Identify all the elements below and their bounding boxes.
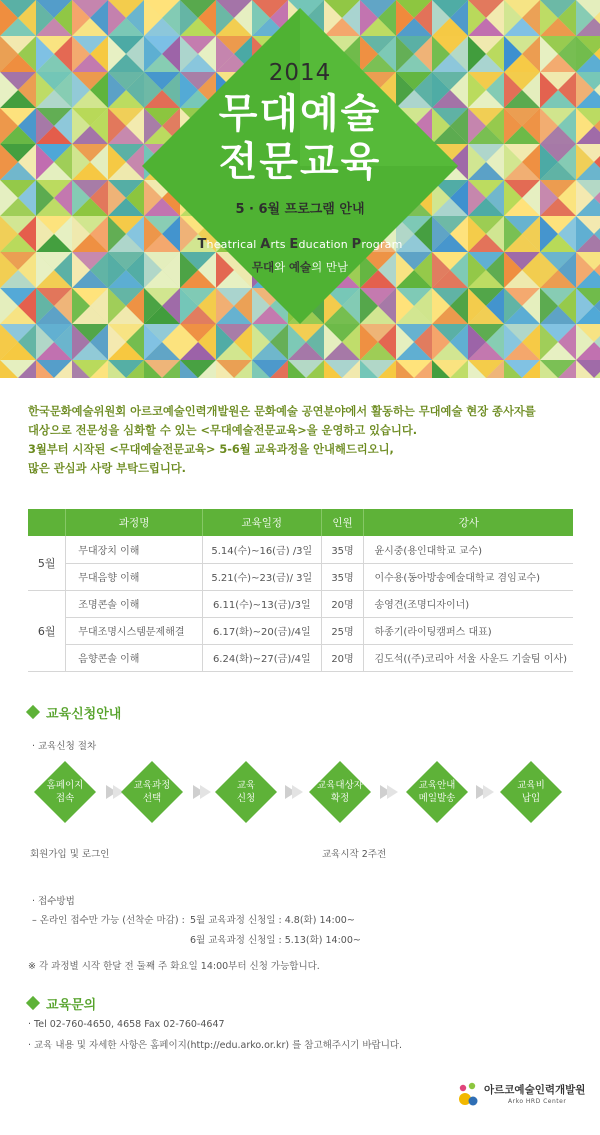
hero-year: 2014 (268, 60, 332, 86)
date-cell: 6.11(수)~13(금)/3일 (202, 590, 321, 617)
step-label-line1: 교육과정 (133, 780, 171, 791)
hero-title-line2: 전문교육 (218, 139, 382, 185)
course-cell: 음향콘솔 이해 (66, 644, 203, 671)
step-label-line2: 신청 (236, 793, 256, 804)
tagline-art: 예술 (288, 260, 312, 274)
header-course: 과정명 (66, 509, 203, 536)
diamond-bullet-icon (26, 996, 40, 1010)
step-label (34, 761, 96, 823)
arko-logo (456, 1078, 586, 1112)
hero-title-line1: 무대예술 (218, 91, 382, 137)
step-homepage (34, 761, 96, 823)
step-label-line2: 메일발송 (418, 793, 456, 804)
arrow-right-icon (193, 785, 211, 799)
step-label-line2: 납입 (521, 793, 541, 804)
header-date: 교육일정 (202, 509, 321, 536)
step-apply (215, 761, 277, 823)
step-label (406, 761, 468, 823)
june-apply-date: 6월 교육과정 신청일 : 5.13(화) 14:00~ (190, 935, 361, 946)
step-label (215, 761, 277, 823)
note-signup: 회원가입 및 로그인 (30, 849, 110, 860)
eng-initial: T (197, 237, 207, 252)
hero-subtitle: 5 · 6월 프로그램 안내 (235, 202, 365, 217)
table-row (28, 644, 573, 671)
step-label-line2: 선택 (142, 793, 162, 804)
step-label-line1: 교육비 (517, 780, 545, 791)
date-cell: 6.17(화)~20(금)/4일 (202, 617, 321, 644)
eng-rest: rogram (361, 238, 403, 251)
table-row (28, 617, 573, 644)
eng-initial: A (260, 237, 271, 252)
course-cell: 무대조명시스템문제해결 (66, 617, 203, 644)
arko-logo-mark-icon (456, 1080, 482, 1110)
date-cell: 5.14(수)~16(금) /3일 (202, 536, 321, 563)
month-cell: 6월 (28, 590, 66, 671)
step-label (500, 761, 562, 823)
people-cell: 20명 (321, 590, 364, 617)
step-label (309, 761, 371, 823)
people-cell: 35명 (321, 536, 364, 563)
step-label-line1: 교육대상자 (317, 780, 363, 791)
tagline-stage: 무대 (251, 260, 275, 274)
apply-heading (28, 703, 121, 722)
eng-rest: ducation (298, 238, 352, 251)
procedure-label: · 교육신청 절차 (32, 741, 97, 752)
contact-heading-text: 교육문의 (46, 998, 97, 1013)
intro-text (28, 402, 588, 478)
contact-info: · 교육 내용 및 자세한 사항은 홈페이지(http://edu.arko.or.kr) 를 참고해주시기 바랍니다. (28, 1040, 403, 1051)
course-cell: 무대장치 이해 (66, 536, 203, 563)
step-payment (500, 761, 562, 823)
intro-line: 많은 관심과 사랑 부탁드립니다. (28, 462, 186, 475)
lecturer-cell: 이수용(동아방송예술대학교 겸임교수) (364, 563, 573, 590)
eng-initial: E (289, 237, 299, 252)
method-label: · 접수방법 (32, 896, 75, 907)
logo-name-ko: 아르코예술인력개발원 (484, 1084, 586, 1096)
tagline-and: 와 (274, 260, 289, 274)
may-apply-date: 5월 교육과정 신청일 : 4.8(화) 14:00~ (190, 915, 355, 926)
date-cell: 5.21(수)~23(금)/ 3일 (202, 563, 321, 590)
lecturer-cell: 송영견(조명디자이너) (364, 590, 573, 617)
month-cell: 5월 (28, 536, 66, 590)
table-row (28, 563, 573, 590)
step-select-course (121, 761, 183, 823)
arrow-right-icon (476, 785, 494, 799)
hero-banner (0, 0, 600, 378)
method-online: – 온라인 접수만 가능 (선착순 마감) : (32, 915, 185, 926)
eng-rest: rts (270, 238, 290, 251)
apply-heading-text: 교육신청안내 (46, 707, 122, 722)
header-month (28, 509, 66, 536)
course-cell: 무대음향 이해 (66, 563, 203, 590)
eng-rest: heatrical (206, 238, 261, 251)
hero-title-block (150, 60, 450, 275)
lecturer-cell: 윤시중(용인대학교 교수) (364, 536, 573, 563)
table-row (28, 536, 573, 563)
date-cell: 6.24(화)~27(금)/4일 (202, 644, 321, 671)
step-label-line2: 접속 (55, 793, 75, 804)
step-label-line1: 교육안내 (418, 780, 456, 791)
people-cell: 20명 (321, 644, 364, 671)
logo-name-en: Arko HRD Center (508, 1098, 567, 1105)
diamond-bullet-icon (26, 705, 40, 719)
schedule-table (28, 509, 573, 672)
intro-line: 3월부터 시작된 <무대예술전문교육> 5-6월 교육과정을 안내해드리오니, (28, 443, 394, 456)
step-label-line2: 확정 (330, 793, 350, 804)
lecturer-cell: 하종기(라이팅캠퍼스 대표) (364, 617, 573, 644)
hero-english-title (150, 237, 450, 252)
note-two-weeks: 교육시작 2주전 (322, 849, 387, 860)
header-lecturer: 강사 (364, 509, 573, 536)
eng-initial: P (351, 237, 362, 252)
arrow-right-icon (285, 785, 303, 799)
header-people: 인원 (321, 509, 364, 536)
contact-tel: · Tel 02-760-4650, 4658 Fax 02-760-4647 (28, 1019, 225, 1030)
step-label-line1: 홈페이지 (46, 780, 84, 791)
intro-line: 한국문화예술위원회 아르코예술인력개발원은 문화예술 공연분야에서 활동하는 무대예술 현장 종사자를 (28, 405, 536, 418)
hero-tagline (150, 259, 450, 275)
people-cell: 25명 (321, 617, 364, 644)
lecturer-cell: 김도석((주)코리아 서울 사운드 기술팀 이사) (364, 644, 573, 671)
step-label (121, 761, 183, 823)
tagline-meeting: 의 만남 (311, 260, 349, 274)
course-cell: 조명콘솔 이해 (66, 590, 203, 617)
table-row (28, 590, 573, 617)
contact-heading (28, 994, 96, 1013)
people-cell: 35명 (321, 563, 364, 590)
arrow-right-icon (380, 785, 398, 799)
step-confirm (309, 761, 371, 823)
step-label-line1: 교육 (236, 780, 256, 791)
step-mail (406, 761, 468, 823)
table-header-row (28, 509, 573, 536)
intro-line: 대상으로 전문성을 심화할 수 있는 <무대예술전문교육>을 운영하고 있습니다. (28, 424, 418, 437)
apply-notice: ※ 각 과정별 시작 한달 전 둘째 주 화요일 14:00부터 신청 가능합니다. (28, 961, 320, 972)
